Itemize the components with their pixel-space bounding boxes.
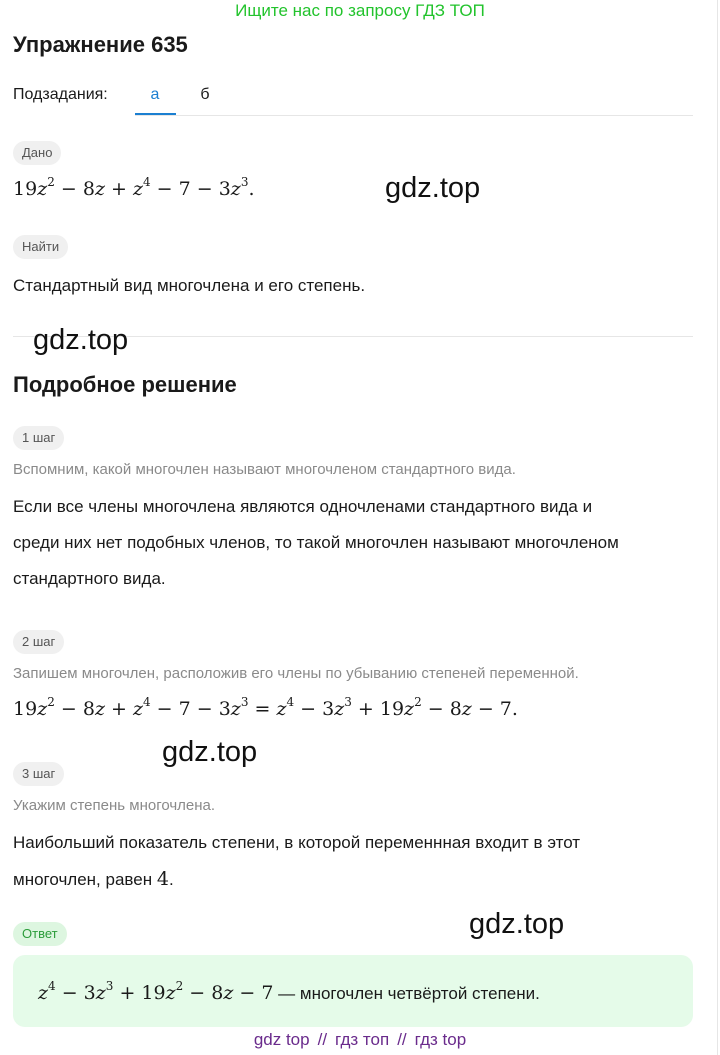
promo-banner: Ищите нас по запросу ГДЗ ТОП: [235, 1, 485, 20]
step-1-line: стандартного вида.: [13, 569, 166, 588]
answer-badge: Ответ: [13, 922, 67, 946]
solution-title: Подробное решение: [13, 372, 237, 397]
given-expression: $19z^2 - 8z + z^4 - 7 - 3z^3$.: [13, 175, 255, 200]
given-badge: Дано: [13, 141, 61, 165]
step-3-line-text: многочлен, равен: [13, 870, 153, 889]
degree-value: 4: [156, 868, 169, 890]
footer-link[interactable]: gdz top: [253, 1030, 310, 1049]
step-3-badge: 3 шаг: [13, 762, 64, 786]
footer-link[interactable]: гдз top: [414, 1030, 467, 1049]
watermark: gdz.top: [33, 324, 129, 356]
answer-text: [38, 979, 540, 1004]
degree-suffix: .: [168, 870, 174, 889]
step-2-badge: 2 шаг: [13, 630, 64, 654]
step-1-badge: 1 шаг: [13, 426, 64, 450]
answer-suffix: — многочлен четвёртой степени.: [273, 984, 540, 1003]
watermark: gdz.top: [162, 736, 258, 768]
footer-separator: //: [397, 1030, 407, 1049]
find-text: Стандартный вид многочлена и его степень.: [13, 276, 366, 295]
watermark: gdz.top: [469, 908, 565, 940]
subtasks-label: Подзадания:: [13, 86, 108, 103]
step-3-line: Наибольший показатель степени, в которой переменнная входит в этот: [13, 833, 581, 852]
scrollbar-track[interactable]: [717, 0, 718, 1055]
page-title: Упражнение 635: [13, 32, 188, 57]
footer-links: [0, 1030, 720, 1050]
watermark: gdz.top: [385, 172, 481, 204]
tabs-divider: [135, 115, 693, 116]
find-badge: Найти: [13, 235, 68, 259]
footer-link[interactable]: гдз топ: [335, 1030, 390, 1049]
footer-separator: //: [317, 1030, 328, 1049]
step-2-expression: $19z^2 - 8z + z^4 - 7 - 3z^3 = z^4 - 3z^3 + 19z^2 - 8z - 7$.: [13, 695, 518, 720]
answer-expression: $z^4 - 3z^3 + 19z^2 - 8z - 7$: [38, 979, 274, 1004]
step-3-line: [13, 861, 174, 898]
step-1-hint: Вспомним, какой многочлен называют многочленом стандартного вида.: [13, 461, 516, 478]
step-1-line: Если все члены многочлена являются одночленами стандартного вида и: [13, 497, 593, 516]
tab-subtask-b[interactable]: б: [200, 86, 210, 103]
step-2-hint: Запишем многочлен, расположив его члены по убыванию степеней переменной.: [13, 665, 579, 682]
step-3-hint: Укажим степень многочлена.: [13, 797, 216, 814]
tab-subtask-a[interactable]: а: [150, 86, 160, 103]
step-1-line: среди них нет подобных членов, то такой многочлен называют многочленом: [13, 533, 619, 552]
